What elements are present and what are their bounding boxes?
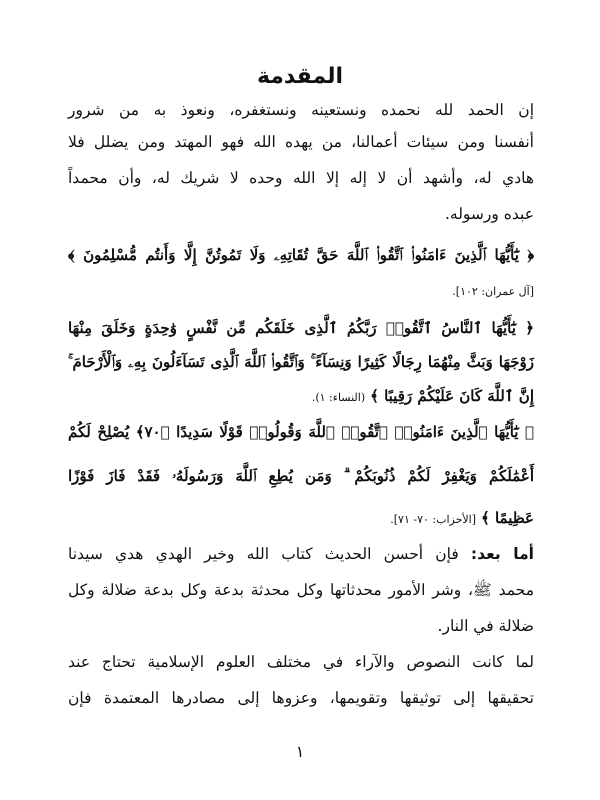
text-span: فإن أحسن الحديث كتاب الله وخير الهدي هدي سيدنا — [68, 545, 459, 563]
text-line: إن الحمد لله نحمده ونستعينه ونستغفره، ونعوذ به من شرور — [68, 101, 534, 119]
verse-line: ﴿ يَٰٓأَيُّهَا ٱلَّذِينَ ءَامَنُوا۟ ٱتَّقُوا۟ ٱللَّهَ وَقُولُوا۟ قَوْلًا سَدِيدًا ﴿٧٠﴾ يُصْلِحْ لَكُمْ — [68, 423, 534, 441]
verse-line: زَوْجَهَا وَبَثَّ مِنْهُمَا رِجَالًا كَثِيرًا وَنِسَآءً ۚ وَٱتَّقُوا۟ ٱللَّهَ ٱلَّذِى تَسَآءَلُونَ بِهِۦ وَٱلْأَرْحَامَ ۚ — [68, 353, 534, 371]
text-line: أنفسنا ومن سيئات أعمالنا، من يهده الله فهو المهتد ومن يضلل فلا — [68, 133, 534, 151]
text-line: محمد ﷺ، وشر الأمور محدثاتها وكل محدثة بدعة وكل بدعة ضلالة وكل — [68, 581, 534, 599]
verse-line: أَعْمَٰلَكُمْ وَيَغْفِرْ لَكُمْ ذُنُوبَكُمْ ۗ وَمَن يُطِعِ ٱللَّهَ وَرَسُولَهُۥ فَقَدْ فَازَ فَوْزًا — [68, 467, 534, 485]
verse-text: إِنَّ ٱللَّهَ كَانَ عَلَيْكُمْ رَقِيبًا ﴾ — [370, 387, 534, 405]
verse-line: ﴿ يَٰٓأَيُّهَا ٱلنَّاسُ ٱتَّقُوا۟ رَبَّكُمُ ٱلَّذِى خَلَقَكُم مِّن نَّفْسٍ وَٰحِدَةٍ وَخَلَقَ مِنْهَا — [68, 319, 534, 337]
page-number: ١ — [295, 742, 305, 761]
text-line: تحقيقها إلى توثيقها وتقويمها، وعزوها إلى مصادرها المعتمدة فإن — [68, 689, 534, 707]
verse-line: ﴿ يَٰٓأَيُّهَا ٱلَّذِينَ ءَامَنُوا۟ ٱتَّقُوا۟ ٱللَّهَ حَقَّ تُقَاتِهِۦ وَلَا تَمُوتُنَّ إِلَّا وَأَنتُم مُّسْلِمُونَ ﴾ — [68, 246, 534, 264]
verse-line-with-ref — [68, 506, 534, 532]
verse-reference: [آل عمران: ١٠٢]. — [452, 285, 534, 298]
text-line: هادي له، وأشهد أن لا إله إلا الله وحده لا شريك له، وأن محمداً — [68, 169, 534, 187]
verse-line-with-ref — [68, 384, 534, 410]
amma-baad-label: أما بعد: — [470, 545, 534, 563]
text-line — [68, 542, 534, 566]
verse-reference: (النساء: ١). — [311, 391, 366, 404]
text-line: لما كانت النصوص والآراء في مختلف العلوم الإسلامية تحتاج عند — [68, 653, 534, 671]
verse-text: عَظِيمًا ﴾ — [480, 509, 534, 527]
text-line: عبده ورسوله. — [444, 205, 534, 223]
verse-reference: [الأحزاب: ٧٠- ٧١]. — [390, 513, 477, 526]
page-title: المقدمة — [256, 64, 344, 89]
text-line: ضلالة في النار. — [437, 617, 534, 635]
